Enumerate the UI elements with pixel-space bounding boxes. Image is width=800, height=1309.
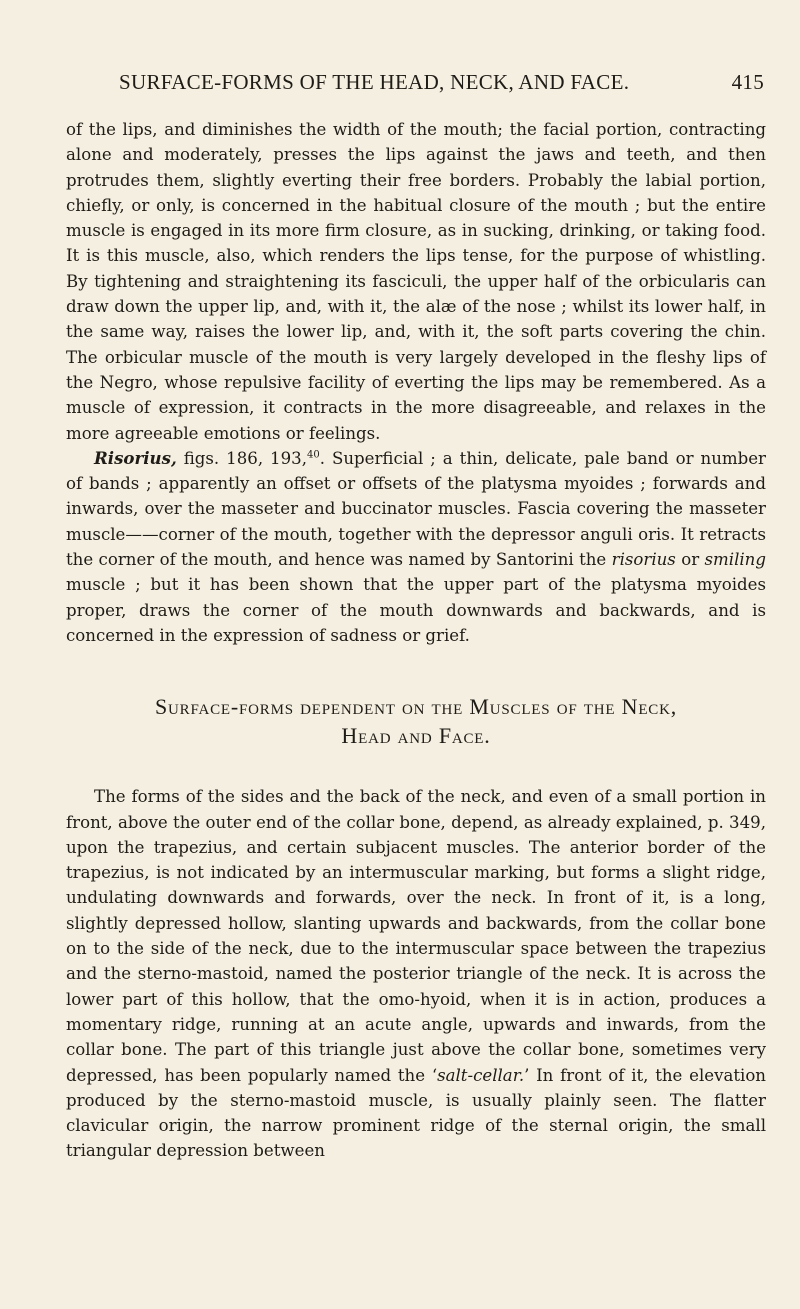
paragraph-risorius	[66, 446, 766, 648]
risorius-text-1: figs. 186, 193,	[176, 448, 308, 468]
running-head	[119, 70, 766, 95]
section-heading	[66, 692, 766, 750]
page-number: 415	[731, 70, 764, 94]
risorius-term: Risorius,	[94, 447, 177, 468]
risorius-text-3: or	[675, 550, 705, 570]
neck-text-1: The forms of the sides and the back of the neck, and even of a small portion in front, above the outer end of the collar bone, depend, as already explained, p. 349, upon the trapezius, and certain subjacent muscles. The anterior border of the trapezius, is not indicated by an intermuscular marking, but forms a slight ridge, undulating downwards and forwards, over the neck. In front of it, is a long, slightly depressed hollow, slanting upwards and backwards, from the collar bone on to the side of the neck, due to the intermuscular space between the trapezius and the sterno-mastoid, named the posterior triangle of the neck. It is across the lower part of this hollow, that the omo-hyoid, when it is in action, produces a momentary ridge, running at an acute angle, upwards and inwards, from the collar bone. The part of this triangle just above the collar bone, sometimes very depressed, has been popularly named the ‘	[66, 787, 766, 1085]
section-heading-line-2: Head and Face.	[341, 723, 491, 749]
footnote-ref: 40	[307, 449, 320, 461]
neck-text-2: ’ In front of it, the elevation produced by the sterno-mastoid muscle, is usually plainly seen. The flatter clavicular origin, the narrow prominent ridge of the sternal origin, the small triangular depression between	[66, 1065, 766, 1161]
risorius-text-2: . Superficial ; a thin, delicate, pale band or number of bands ; apparently an offset or offsets of the platysma myoides ; forwards and inwards, over the masseter and buccinator muscles. Fascia covering the masseter muscle——corner of the mouth, together with the depressor anguli oris. It retracts the corner of the mouth, and hence was named by Santorini the	[66, 448, 766, 570]
risorius-text-4: muscle ; but it has been shown that the upper part of the platysma myoides proper, draws the corner of the mouth downwards and backwards, and is concerned in the expression of sadness or grief.	[66, 575, 766, 645]
paragraph-neck-forms	[66, 784, 766, 1163]
running-head-title: SURFACE-FORMS OF THE HEAD, NECK, AND FACE.	[119, 70, 630, 94]
body-text	[66, 117, 766, 1164]
risorius-italic: risorius	[611, 550, 676, 570]
smiling-italic: smiling	[704, 550, 766, 570]
paragraph-orbicularis-continued: of the lips, and diminishes the width of the mouth; the facial portion, contracting alone and moderately, presses the lips against the jaws and teeth, and then protrudes them, slightly everting their free borders. Probably the labial portion, chiefly, or only, is concerned in the habitual closure of the mouth ; but the entire muscle is engaged in its more firm closure, as in sucking, drinking, or taking food. It is this muscle, also, which renders the lips tense, for the purpose of whistling. By tightening and straightening its fasciculi, the upper half of the orbicularis can draw down the upper lip, and, with it, the alæ of the nose ; whilst its lower half, in the same way, raises the lower lip, and, with it, the soft parts covering the chin. The orbicular muscle of the mouth is very largely developed in the fleshy lips of the Negro, whose repulsive facility of everting the lips may be remembered. As a muscle of expression, it contracts in the more disagreeable, and relaxes in the more agreeable emotions or feelings.	[66, 120, 766, 443]
section-heading-line-1: Surface-forms dependent on the Muscles of the Neck,	[154, 694, 678, 720]
salt-cellar-italic: salt-cellar.	[437, 1065, 525, 1085]
